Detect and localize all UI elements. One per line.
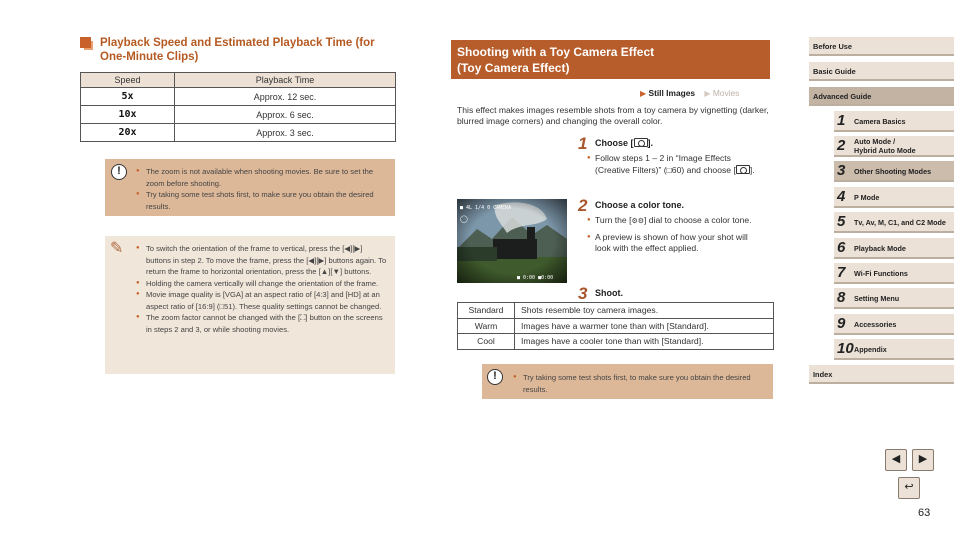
caution-box xyxy=(482,364,773,399)
nav-index[interactable]: Index xyxy=(809,365,954,384)
nav-chapter-4[interactable] xyxy=(834,187,954,208)
table-header: Playback Time xyxy=(175,73,396,88)
nav-chapter-6[interactable] xyxy=(834,238,954,259)
nav-chapter-9[interactable] xyxy=(834,314,954,335)
chapter-label: Wi-Fi Functions xyxy=(854,269,908,278)
arrow-left-icon: ◀ xyxy=(891,453,901,465)
step-number: 2 xyxy=(578,196,588,215)
chapter-label: Appendix xyxy=(854,345,887,354)
color-tone-table xyxy=(457,302,774,350)
time-cell: Approx. 12 sec. xyxy=(175,88,396,106)
caution-icon: ! xyxy=(487,369,503,385)
toy-camera-icon xyxy=(634,138,648,147)
title-line: Shooting with a Toy Camera Effect xyxy=(457,45,655,59)
chapter-number: 3 xyxy=(837,162,846,179)
chapter-label: P Mode xyxy=(854,193,880,202)
chapter-label: Camera Basics xyxy=(854,117,906,126)
nav-chapter-8[interactable] xyxy=(834,288,954,309)
note-box xyxy=(105,236,395,374)
list-item: ● Try taking some test shots first, to make sure you obtain the desired results. xyxy=(136,189,386,212)
step-number: 3 xyxy=(578,284,588,303)
list-item: ● The zoom is not available when shooting movies. Be sure to set the zoom before shooting. xyxy=(136,166,386,189)
table-row xyxy=(81,124,396,142)
svg-text:◯: ◯ xyxy=(460,215,468,223)
tone-name: Warm xyxy=(458,318,515,334)
table-header: Speed xyxy=(81,73,175,88)
tone-desc: Images have a warmer tone than with [Standard]. xyxy=(515,318,774,334)
time-cell: Approx. 6 sec. xyxy=(175,106,396,124)
speed-cell: 10x xyxy=(81,106,175,124)
table-row xyxy=(458,318,774,334)
table-row xyxy=(81,88,396,106)
list-item: ● Try taking some test shots first, to make sure you obtain the desired results. xyxy=(513,372,763,395)
nav-chapter-7[interactable] xyxy=(834,263,954,284)
dial-icon: ⚙⚙ xyxy=(631,218,645,225)
chapter-number: 1 xyxy=(837,112,846,129)
step-number: 1 xyxy=(578,134,588,153)
prev-page-button[interactable] xyxy=(885,449,907,471)
nav-basic-guide[interactable]: Basic Guide xyxy=(809,62,954,81)
chapter-number: 10 xyxy=(837,340,854,357)
nav-chapter-3[interactable] xyxy=(834,161,954,182)
tone-name: Standard xyxy=(458,303,515,319)
list-item: ● A preview is shown of how your shot will look with the effect applied. xyxy=(587,232,765,255)
chapter-number: 9 xyxy=(837,315,846,332)
chapter-label: Tv, Av, M, C1, and C2 Mode xyxy=(854,218,946,227)
nav-chapter-1[interactable] xyxy=(834,111,954,132)
svg-text:■ 0:00 ■0:00: ■ 0:00 ■0:00 xyxy=(517,275,554,281)
table-row xyxy=(458,334,774,350)
mode-indicator xyxy=(640,88,739,98)
title-line: (Toy Camera Effect) xyxy=(457,61,570,75)
time-cell: Approx. 3 sec. xyxy=(175,124,396,142)
step-title: Shoot. xyxy=(595,288,623,298)
return-button[interactable] xyxy=(898,477,920,499)
chapter-label: Other Shooting Modes xyxy=(854,167,932,176)
return-icon: ↩ xyxy=(904,481,914,493)
list-item: ● To switch the orientation of the frame to vertical, press the [◀][▶] buttons in step 2. To move the frame, press the [◀][▶] buttons again. To return the frame to horizontal orientation, press the [▲][▼] buttons. xyxy=(136,243,388,278)
nav-before-use[interactable]: Before Use xyxy=(809,37,954,56)
chapter-number: 2 xyxy=(837,137,846,154)
caution-box xyxy=(105,159,395,216)
page-number: 63 xyxy=(918,507,931,519)
tone-name: Cool xyxy=(458,334,515,350)
heading-square-icon xyxy=(80,37,91,48)
nav-chapter-10[interactable] xyxy=(834,339,954,360)
mode-still: Still Images xyxy=(648,88,696,98)
tone-desc: Images have a cooler tone than with [Standard]. xyxy=(515,334,774,350)
chapter-number: 7 xyxy=(837,264,846,281)
chapter-number: 6 xyxy=(837,239,846,256)
next-page-button[interactable] xyxy=(912,449,934,471)
triangle-icon: ▶ xyxy=(704,89,711,98)
section-title: Playback Speed and Estimated Playback Time (for One-Minute Clips) xyxy=(100,37,375,63)
chapter-number: 4 xyxy=(837,188,846,205)
step-title: Choose a color tone. xyxy=(595,200,685,210)
list-item: ● Follow steps 1 – 2 in “Image Effects (Creative Filters)” (□60) and choose [ ]. xyxy=(587,153,765,176)
list-item: ● Movie image quality is [VGA] at an aspect ratio of [4:3] and [HD] at an aspect ratio of [16:9] (□51). These quality settings cannot be changed. xyxy=(136,289,388,312)
nav-chapter-2[interactable] xyxy=(834,136,954,157)
intro-text: This effect makes images resemble shots from a toy camera by vignetting (darker, blurred image corners) and changing the overall color. xyxy=(457,105,769,126)
mode-movies: Movies xyxy=(712,88,740,98)
pencil-icon: ✎ xyxy=(110,240,124,257)
svg-text:■ 4L 1/4 0 CAMERA: ■ 4L 1/4 0 CAMERA xyxy=(460,205,512,211)
table-row xyxy=(81,106,396,124)
list-item: ● Turn the [⚙⚙] dial to choose a color tone. xyxy=(587,215,765,228)
chapter-number: 5 xyxy=(837,213,846,230)
chapter-label: Playback Mode xyxy=(854,244,906,253)
chapter-label: Setting Menu xyxy=(854,294,900,303)
chapter-label: Auto Mode / Hybrid Auto Mode xyxy=(854,137,916,155)
list-item: ● Holding the camera vertically will change the orientation of the frame. xyxy=(136,278,388,290)
nav-advanced-guide[interactable]: Advanced Guide xyxy=(809,87,954,106)
page-title xyxy=(451,40,770,79)
chapter-label: Accessories xyxy=(854,320,897,329)
playback-speed-table xyxy=(80,72,396,142)
caution-icon: ! xyxy=(111,164,127,180)
section-heading xyxy=(80,36,380,64)
nav-chapter-5[interactable] xyxy=(834,212,954,233)
camera-preview-image xyxy=(457,199,567,283)
step-title: Choose [ ]. xyxy=(595,138,654,148)
triangle-icon: ▶ xyxy=(640,89,647,98)
speed-cell: 5x xyxy=(81,88,175,106)
list-item: ● The zoom factor cannot be changed with the [⛶] button on the screens in steps 2 and 3, or while shooting movies. xyxy=(136,312,388,335)
arrow-right-icon: ▶ xyxy=(918,453,928,465)
speed-cell: 20x xyxy=(81,124,175,142)
table-row xyxy=(458,303,774,319)
tone-desc: Shots resemble toy camera images. xyxy=(515,303,774,319)
chapter-number: 8 xyxy=(837,289,846,306)
toy-camera-icon xyxy=(736,165,750,174)
